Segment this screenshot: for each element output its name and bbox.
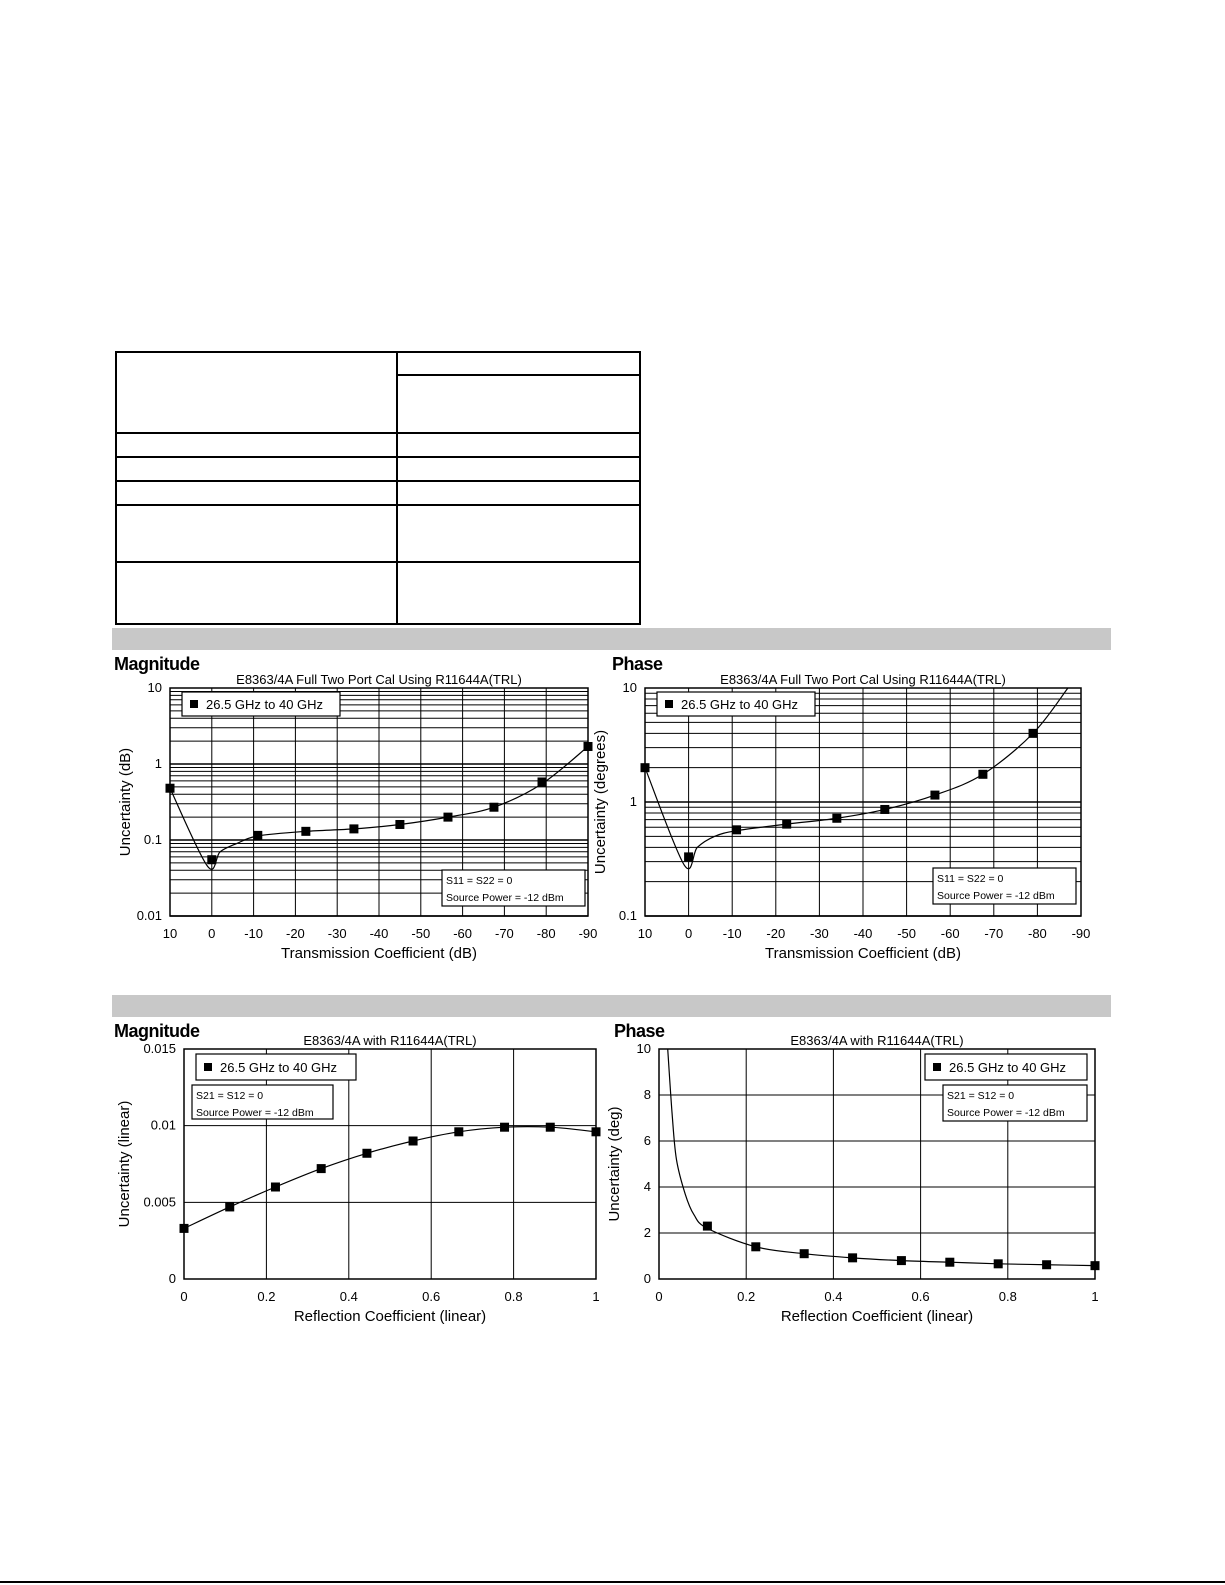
data-point [930, 791, 939, 800]
data-point [166, 784, 175, 793]
x-axis-label: Transmission Coefficient (dB) [281, 945, 477, 962]
x-axis-label: Reflection Coefficient (linear) [293, 1308, 487, 1325]
annotation-text: S21 = S12 = 0 [196, 1090, 264, 1102]
panel-label-phase: Phase [614, 1021, 665, 1041]
data-point [684, 852, 693, 861]
chart-transmission-phase [592, 670, 1115, 990]
panel-label-phase: Phase [612, 654, 663, 674]
table-row [396, 376, 641, 434]
y-tick-label: 0.1 [143, 832, 162, 847]
data-point [301, 827, 310, 836]
data-point [1042, 1260, 1051, 1269]
table-row [117, 506, 641, 563]
x-tick-label: 0.8 [504, 1289, 523, 1304]
data-point [443, 813, 452, 822]
chart-title: E8363/4A Full Two Port Cal Using R11644A(TRL) [236, 672, 522, 687]
data-point [349, 824, 358, 833]
page-bottom-rule [0, 1581, 1225, 1583]
data-point [180, 1224, 189, 1233]
legend-label: 26.5 GHz to 40 GHz [220, 1060, 338, 1075]
y-tick-label: 10 [636, 1041, 651, 1056]
data-point [546, 1123, 555, 1132]
x-tick-label: 0.6 [911, 1289, 930, 1304]
data-point [253, 831, 262, 840]
y-tick-label: 10 [147, 680, 162, 695]
y-tick-label: 8 [643, 1087, 651, 1102]
annotation-text: Source Power = -12 dBm [446, 892, 564, 904]
table-row [117, 434, 641, 458]
data-point [592, 1127, 601, 1136]
annotation-text: S11 = S22 = 0 [446, 875, 513, 887]
data-point [1029, 729, 1038, 738]
table-row [117, 482, 641, 506]
table-row [396, 353, 641, 376]
plot-area-border [184, 1049, 596, 1279]
data-point [978, 770, 987, 779]
data-point [848, 1253, 857, 1262]
chart-grid [184, 1049, 596, 1279]
table-row [117, 458, 641, 482]
x-tick-label: -30 [810, 926, 829, 941]
x-tick-label: 0 [180, 1289, 188, 1304]
y-tick-label: 0.015 [143, 1041, 176, 1056]
x-tick-label: -20 [286, 926, 305, 941]
legend-label: 26.5 GHz to 40 GHz [206, 697, 324, 712]
data-point [317, 1164, 326, 1173]
y-tick-label: 0 [168, 1271, 176, 1286]
annotation-text: S11 = S22 = 0 [937, 873, 1004, 885]
legend-marker [665, 700, 673, 708]
data-point [945, 1258, 954, 1267]
x-tick-label: -70 [984, 926, 1004, 941]
data-point [751, 1242, 760, 1251]
annotation-text: Source Power = -12 dBm [937, 890, 1055, 902]
x-tick-label: -40 [853, 926, 873, 941]
annotation-text: Source Power = -12 dBm [196, 1107, 314, 1119]
annotation-text: S21 = S12 = 0 [947, 1090, 1015, 1102]
x-tick-label: -40 [369, 926, 389, 941]
data-point [994, 1259, 1003, 1268]
x-tick-label: -80 [1028, 926, 1047, 941]
chart-reflection-phase [603, 1033, 1115, 1357]
data-point [800, 1249, 809, 1258]
x-tick-label: -50 [897, 926, 916, 941]
section-band [112, 995, 1111, 1017]
y-tick-label: 0.005 [143, 1194, 176, 1210]
chart-title: E8363/4A with R11644A(TRL) [303, 1033, 477, 1048]
x-tick-label: 0.4 [339, 1289, 358, 1304]
x-tick-label: 0.6 [422, 1289, 441, 1304]
data-point [225, 1202, 234, 1211]
y-tick-label: 0.01 [136, 908, 162, 923]
data-point [489, 803, 498, 812]
chart-title: E8363/4A with R11644A(TRL) [790, 1033, 964, 1048]
chart-title: E8363/4A Full Two Port Cal Using R11644A(TRL) [720, 672, 1006, 687]
data-point [832, 814, 841, 823]
y-tick-label: 4 [643, 1179, 651, 1194]
x-tick-label: -90 [578, 926, 598, 941]
data-point [703, 1222, 712, 1231]
legend-label: 26.5 GHz to 40 GHz [949, 1060, 1067, 1075]
data-point [271, 1183, 280, 1192]
x-tick-label: -60 [940, 926, 960, 941]
y-axis-label: Uncertainty (linear) [116, 1100, 133, 1228]
x-tick-label: -20 [766, 926, 786, 941]
x-tick-label: -60 [453, 926, 472, 941]
x-tick-label: 0.2 [257, 1289, 276, 1304]
x-axis-label: Reflection Coefficient (linear) [780, 1308, 974, 1325]
chart-grid [659, 1049, 1095, 1279]
data-point [500, 1123, 509, 1132]
y-tick-label: 1 [629, 794, 637, 809]
chart-transmission-magnitude [112, 670, 612, 990]
x-tick-label: -80 [536, 926, 556, 941]
data-point [897, 1256, 906, 1265]
legend-label: 26.5 GHz to 40 GHz [681, 697, 799, 712]
data-point [207, 855, 216, 864]
data-point [641, 763, 650, 772]
panel-label-magnitude: Magnitude [114, 654, 200, 674]
x-tick-label: -10 [722, 926, 742, 941]
y-axis-label: Uncertainty (deg) [606, 1106, 623, 1222]
legend-marker [933, 1063, 941, 1071]
y-tick-label: 0 [643, 1271, 651, 1286]
y-tick-label: 2 [643, 1225, 651, 1240]
x-axis-label: Transmission Coefficient (dB) [765, 945, 961, 962]
data-point [538, 777, 547, 786]
y-axis-label: Uncertainty (degrees) [592, 729, 609, 875]
series-line [184, 1127, 596, 1229]
y-tick-label: 0.1 [618, 908, 637, 923]
legend-marker [190, 700, 198, 708]
data-point [362, 1149, 371, 1158]
y-tick-label: 1 [154, 756, 162, 771]
data-point [454, 1127, 463, 1136]
x-tick-label: 0 [208, 926, 216, 941]
table-row [117, 353, 396, 434]
spec-table [115, 351, 641, 625]
panel-label-magnitude: Magnitude [114, 1021, 200, 1041]
data-point [880, 805, 889, 814]
plot-area-border [659, 1049, 1095, 1279]
data-point [732, 825, 741, 834]
x-tick-label: 0.4 [824, 1289, 843, 1304]
annotation-text: Source Power = -12 dBm [947, 1107, 1065, 1119]
data-point [782, 820, 791, 829]
x-tick-label: 0 [684, 926, 693, 941]
x-tick-label: -50 [411, 926, 431, 941]
data-point [1091, 1261, 1100, 1270]
x-tick-label: 10 [162, 926, 178, 941]
x-tick-label: 0.2 [737, 1289, 756, 1304]
x-tick-label: 1 [1091, 1289, 1099, 1304]
x-tick-label: -70 [495, 926, 514, 941]
legend-marker [204, 1063, 212, 1071]
data-point [409, 1137, 418, 1146]
y-tick-label: 10 [622, 680, 637, 695]
x-tick-label: 0.8 [998, 1289, 1017, 1304]
chart-reflection-magnitude [112, 1033, 612, 1357]
x-tick-label: 1 [592, 1289, 600, 1304]
x-tick-label: 0 [655, 1289, 663, 1304]
data-point [395, 820, 404, 829]
x-tick-label: -90 [1071, 926, 1091, 941]
table-column-divider [396, 434, 398, 625]
y-tick-label: 0.01 [150, 1117, 176, 1133]
x-tick-label: -30 [327, 926, 347, 941]
x-tick-label: 10 [637, 926, 653, 941]
y-tick-label: 6 [643, 1133, 651, 1148]
y-axis-label: Uncertainty (dB) [117, 747, 134, 857]
section-band [112, 628, 1111, 650]
x-tick-label: -10 [244, 926, 263, 941]
